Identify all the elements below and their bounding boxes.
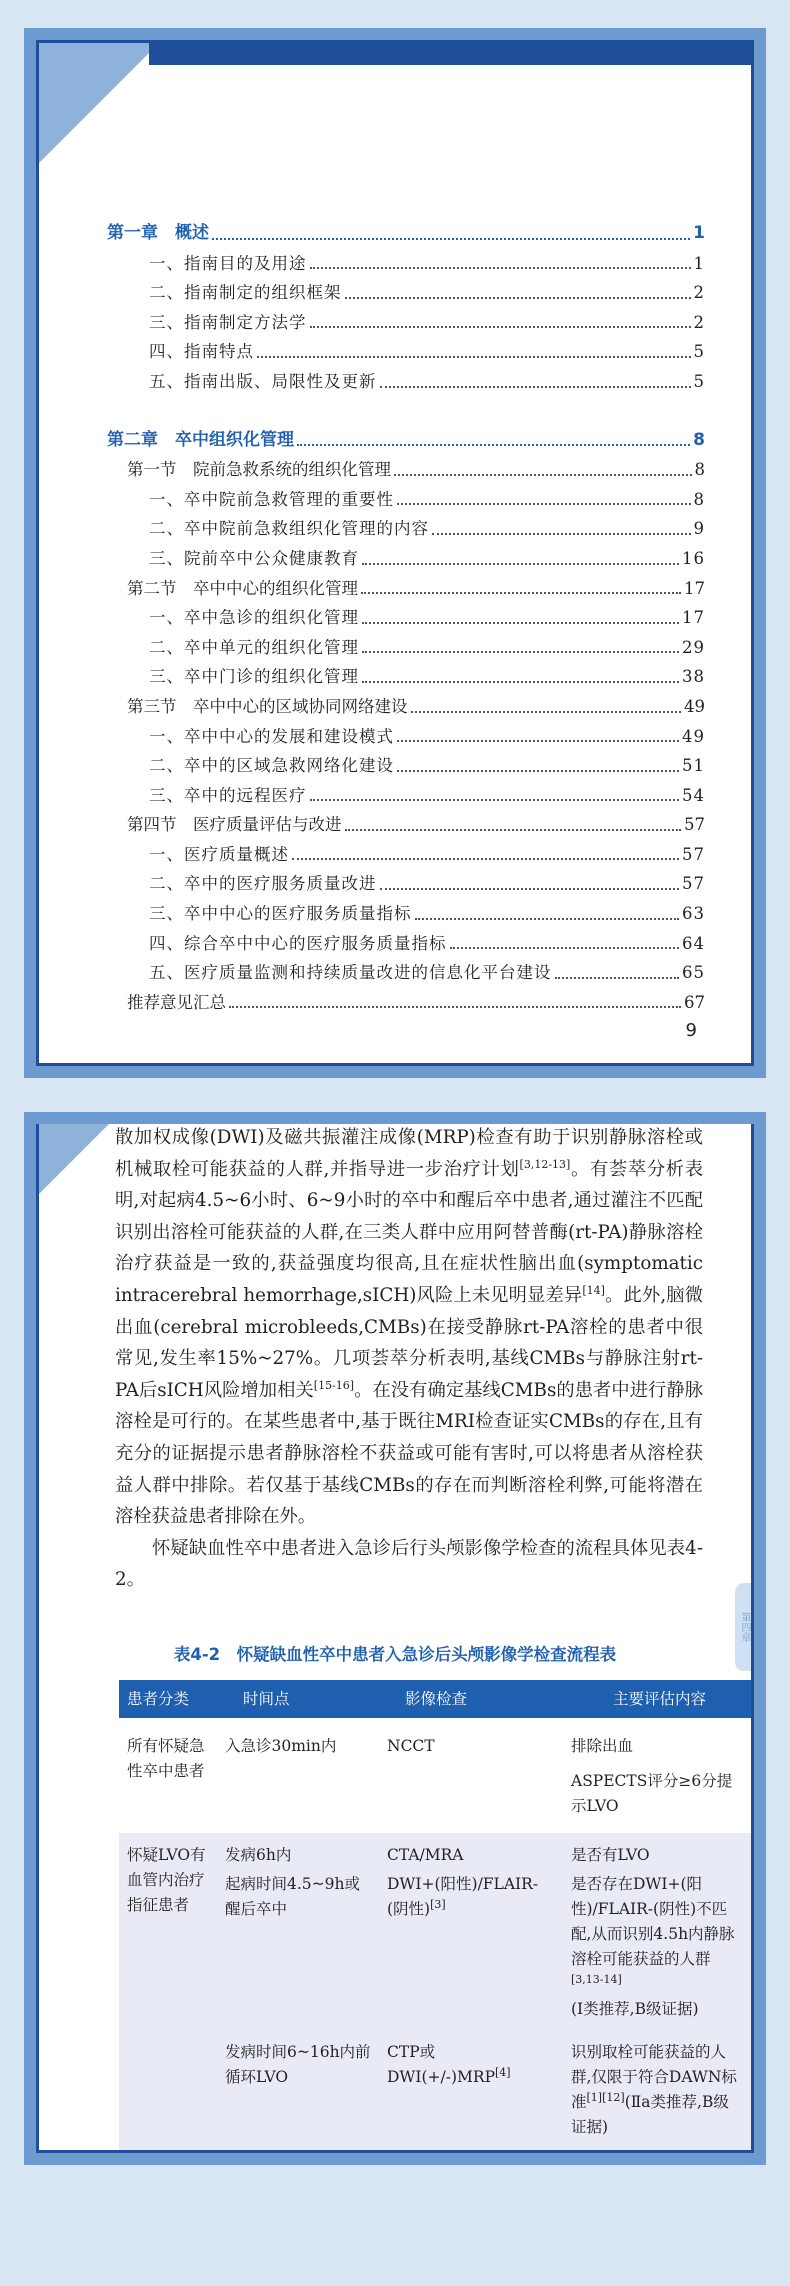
table-cell: 排除出血 [563,1718,751,1761]
toc-entry-page: 8 [693,429,705,450]
toc-entry-title: 第四节 医疗质量评估与改进 [127,815,342,835]
table-title: 表4-2 怀疑缺血性卒中患者入急诊后头颅影像学检查流程表 [173,1645,617,1664]
toc-entry-page: 5 [693,342,705,362]
toc-chapter[interactable] [107,219,705,249]
toc-entry-title: 一、卒中院前急救管理的重要性 [149,489,394,509]
table-cell: 所有怀疑急性卒中患者 [119,1718,217,1833]
toc-item[interactable] [107,929,705,959]
table-of-contents [107,219,705,1017]
toc-entry-page: 1 [693,223,705,243]
toc-item[interactable] [107,308,705,338]
toc-item[interactable] [107,544,705,574]
toc-entry-title: 二、卒中单元的组织化管理 [149,637,359,657]
toc-dot-leader [229,1006,681,1008]
toc-entry-title: 四、综合卒中中心的医疗服务质量指标 [149,933,447,953]
cell-text: 识别取栓可能获益的人群,仅限于符合DAWN标准 [571,2043,737,2111]
citation: [14] [582,1283,605,1297]
cell-text: CTP或DWI(+/-)MRP [387,2043,495,2086]
toc-item[interactable] [107,899,705,929]
toc-entry-page: 38 [682,667,705,687]
body-paragraph: 怀疑缺血性卒中患者进入急诊后行头颅影像学检查的流程具体见表4-2。 [115,1537,703,1591]
toc-page-inner [36,40,754,1066]
toc-chapter[interactable] [107,426,705,456]
toc-entry-title: 一、卒中急诊的组织化管理 [149,608,359,628]
toc-entry-title: 第一节 院前急救系统的组织化管理 [127,460,391,480]
toc-item[interactable] [107,367,705,397]
toc-entry-page: 57 [684,815,705,835]
table-header-cell: 时间点 [217,1680,379,1718]
toc-item[interactable] [107,633,705,663]
toc-dot-leader [394,474,692,476]
text-run: 。有荟萃分析表明,对起病4.5~6小时、6~9小时的卒中和醒后卒中患者,通过灌注不匹配识别出溶栓可能获益的人群,在三类人群中应用阿替普酶(rt-PA)静脉溶栓治疗获益是一致的,获益强度均很高,且在症状性脑出血(symptomatic intracerebral hemorrhage,sICH)风险上未见明显差异 [115,1158,704,1306]
toc-item[interactable] [107,840,705,870]
toc-entry-title: 二、卒中的区域急救网络化建设 [149,756,394,776]
page-number: 9 [685,1020,697,1041]
toc-entry-title: 三、卒中的远程医疗 [149,785,307,805]
toc-dot-leader [380,888,680,890]
table-cell: 起病时间4.5~9h或醒后卒中 [217,1870,379,2038]
toc-entry-title: 三、卒中中心的医疗服务质量指标 [149,904,412,924]
toc-entry-title: 五、医疗质量监测和持续质量改进的信息化平台建设 [149,963,552,983]
page-top-band [149,43,751,65]
toc-entry-page: 9 [693,519,705,539]
toc-dot-leader [380,386,691,388]
toc-entry-title: 二、卒中院前急救组织化管理的内容 [149,519,429,539]
toc-entry-title: 第三节 卒中中心的区域协同网络建设 [127,696,408,716]
toc-entry-page: 29 [682,637,705,657]
toc-entry-title: 二、卒中的医疗服务质量改进 [149,874,377,894]
table-cell: ASPECTS评分≥6分提示LVO [563,1761,751,1833]
toc-item[interactable] [107,662,705,692]
table-cell: CTA/MRA [379,1833,563,1870]
table-header-cell: 主要评估内容 [563,1680,751,1718]
toc-dot-leader [397,770,679,772]
table-cell [217,1761,379,1833]
table-cell: 怀疑LVO有血管内治疗指征患者 [119,1833,217,2153]
toc-dot-leader [415,918,680,920]
toc-item[interactable] [107,869,705,899]
table-cell: 发病6h内 [217,1833,379,1870]
toc-item[interactable] [107,249,705,279]
toc-section[interactable] [107,574,705,604]
toc-dot-leader [310,799,680,801]
citation: [1][12] [586,2090,625,2104]
recommendation-grade: (Ⅱa类推荐,B级证据) [571,2093,729,2136]
table-cell [563,1870,751,2038]
toc-item[interactable] [107,485,705,515]
toc-entry-page: 64 [682,933,705,953]
page-corner-decoration [39,43,159,163]
toc-entry-page: 1 [693,253,705,273]
toc-entry-page: 2 [693,312,705,332]
toc-entry-title: 第二节 卒中中心的组织化管理 [127,578,358,598]
citation: [4] [495,2065,511,2079]
toc-item[interactable] [107,337,705,367]
body-paragraph [115,1124,703,1533]
toc-item[interactable] [107,751,705,781]
toc-entry-page: 5 [693,371,705,391]
table-row [119,1833,751,1870]
table-cell: 发病时间6~16h内前循环LVO [217,2038,379,2153]
toc-item[interactable] [107,514,705,544]
cell-text: 是否存在DWI+(阳性)/FLAIR-(阴性)不匹配,从而识别4.5h内静脉溶栓可能获益的人群 [571,1875,735,1968]
chapter-side-tab[interactable]: 第四章 [735,1583,753,1671]
toc-dot-leader [362,622,679,624]
text-run: 。在没有确定基线CMBs的患者中进行静脉溶栓是可行的。在某些患者中,基于既往MRI检查证实CMBs的存在,且有充分的证据提示患者静脉溶栓不获益或可能有害时,可以将患者从溶栓获益人群中排除。若仅基于基线CMBs的存在而判断溶栓利弊,可能将潜在溶栓获益患者排除在外。 [115,1379,703,1528]
toc-entry-title: 推荐意见汇总 [127,992,226,1012]
toc-dot-leader [397,740,679,742]
toc-entry-page: 57 [682,874,705,894]
cell-text: DWI+(阳性)/FLAIR-(阴性) [387,1875,539,1918]
toc-entry-page: 16 [682,548,705,568]
content-page [24,1112,766,2165]
toc-dot-leader [432,533,691,535]
toc-dot-leader [362,651,679,653]
table-header-row [119,1680,751,1718]
toc-item[interactable] [107,781,705,811]
toc-entry-page: 63 [682,904,705,924]
toc-dot-leader [345,829,682,831]
toc-entry-title: 五、指南出版、局限性及更新 [149,371,377,391]
toc-dot-leader [397,503,691,505]
toc-dot-leader [450,947,680,949]
table-cell [379,1761,563,1833]
toc-entry-page: 57 [682,844,705,864]
toc-dot-leader [345,297,691,299]
toc-entry-title: 第二章 卒中组织化管理 [107,429,294,450]
toc-summary[interactable] [107,988,705,1018]
toc-item[interactable] [107,722,705,752]
toc-entry-title: 一、卒中中心的发展和建设模式 [149,726,394,746]
toc-dot-leader [555,977,680,979]
toc-entry-page: 2 [693,283,705,303]
table-cell: 是否有LVO [563,1833,751,1870]
toc-gap [107,397,705,426]
toc-item[interactable] [107,958,705,988]
toc-entry-page: 8 [693,489,705,509]
citation: [3,13-14] [571,1972,622,1986]
citation: [3] [430,1897,446,1911]
body-text [115,1124,703,1596]
citation: [3,12-13] [519,1157,571,1171]
toc-dot-leader [212,238,690,240]
imaging-workflow-table [119,1680,751,2153]
toc-entry-title: 一、指南目的及用途 [149,253,307,273]
toc-entry-title: 三、院前卒中公众健康教育 [149,548,359,568]
table-cell: NCCT [379,1718,563,1761]
toc-section[interactable] [107,455,705,485]
toc-entry-page: 65 [682,963,705,983]
table-cell [563,2038,751,2153]
toc-section[interactable] [107,692,705,722]
toc-entry-page: 49 [682,726,705,746]
toc-section[interactable] [107,810,705,840]
text-run: 。此外,脑微出血(cerebral microbleeds,CMBs)在接受静脉rt-PA溶栓的患者中很常见,发生率15%~27%。几项荟萃分析表明,基线CMBs与静脉注射rt-PA后sICH风险增加相关 [115,1284,703,1401]
toc-entry-page: 17 [682,608,705,628]
toc-dot-leader [361,592,681,594]
toc-entry-page: 8 [694,460,705,480]
toc-dot-leader [297,444,690,446]
toc-dot-leader [292,858,679,860]
toc-dot-leader [310,326,691,328]
table-row [119,1718,751,1761]
toc-item[interactable] [107,603,705,633]
toc-page [24,28,766,1078]
toc-entry-page: 51 [682,756,705,776]
toc-entry-title: 二、指南制定的组织框架 [149,283,342,303]
toc-dot-leader [362,563,679,565]
toc-entry-title: 三、卒中门诊的组织化管理 [149,667,359,687]
content-page-inner [36,1124,754,2153]
toc-entry-page: 17 [684,578,705,598]
text-run: 散加权成像(DWI)及磁共振灌注成像(MRP)检查有助于识别静脉溶栓或机械取栓可能获益的人群,并指导进一步治疗计划 [115,1127,703,1180]
table-header-cell: 影像检查 [379,1680,563,1718]
table-cell [379,2038,563,2153]
table-cell [379,1870,563,2038]
toc-entry-title: 三、指南制定方法学 [149,312,307,332]
toc-entry-page: 67 [684,992,705,1012]
toc-dot-leader [362,681,679,683]
table-header-cell: 患者分类 [119,1680,217,1718]
toc-dot-leader [257,356,691,358]
toc-entry-page: 49 [684,696,705,716]
toc-entry-title: 四、指南特点 [149,342,254,362]
recommendation-grade: (Ⅰ类推荐,B级证据) [571,2000,699,2018]
table-cell: 入急诊30min内 [217,1718,379,1761]
page-corner-decoration [39,1124,109,1194]
toc-entry-page: 54 [682,785,705,805]
citation: [15-16] [313,1378,355,1392]
toc-dot-leader [411,711,682,713]
toc-item[interactable] [107,278,705,308]
toc-entry-title: 第一章 概述 [107,223,209,243]
toc-entry-title: 一、医疗质量概述 [149,844,289,864]
toc-dot-leader [310,267,691,269]
